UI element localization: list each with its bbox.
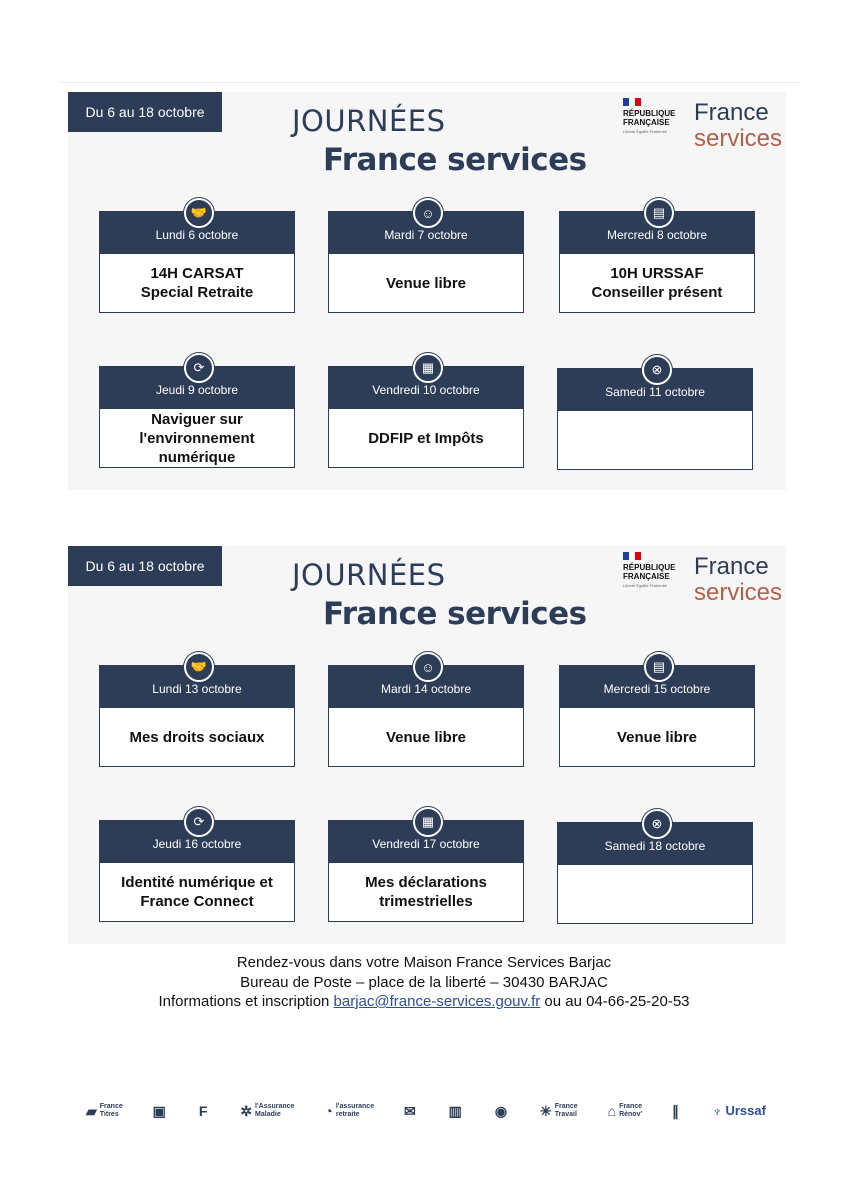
day-card	[328, 814, 524, 922]
footer-info-suffix: ou au 04-66-25-20-53	[540, 993, 690, 1010]
partner-text: Urssaf	[725, 1103, 766, 1118]
partner-mark-icon: ◔	[324, 1103, 333, 1119]
day-card	[559, 659, 755, 767]
republique-motto: Liberté Égalité Fraternité	[623, 129, 667, 134]
compass-icon: ⊗	[642, 355, 672, 385]
day-label: Mardi 7 octobre	[329, 212, 523, 254]
france-services-logo-line-1: France	[694, 99, 769, 126]
day-activity	[560, 708, 754, 766]
partner-mark-icon: ✲	[240, 1103, 253, 1119]
date-range-badge: Du 6 au 18 octobre	[68, 92, 222, 132]
partner-mark-icon: ✉	[404, 1103, 416, 1119]
title-france-services: France services	[323, 596, 587, 632]
top-rule	[60, 82, 800, 83]
day-label: Mercredi 8 octobre	[560, 212, 754, 254]
day-activity-text: Naviguer sur l'environnement numérique	[139, 410, 255, 466]
french-flag-icon	[623, 552, 641, 560]
day-activity-text: Venue libre	[385, 274, 467, 292]
day-activity-text: Identité numérique et France Connect	[121, 874, 273, 910]
republique-line-2: FRANÇAISE	[623, 118, 670, 127]
title-france-services: France services	[323, 142, 587, 178]
day-activity	[558, 411, 752, 469]
day-label: Lundi 6 octobre	[100, 212, 294, 254]
france-titres-logo	[86, 1103, 123, 1119]
day-card	[99, 360, 295, 468]
day-activity	[100, 708, 294, 766]
france-services-logo	[694, 554, 782, 606]
day-card	[557, 816, 753, 924]
footer-line-3	[0, 993, 848, 1010]
title-journees: JOURNÉES	[292, 558, 446, 592]
document-icon: ▤	[644, 198, 674, 228]
handshake-icon: 🤝	[184, 198, 214, 228]
day-activity-text: Mes déclarations trimestrielles	[365, 874, 487, 910]
partner-text: France Titres	[99, 1103, 123, 1118]
france-services-logo-line-2: services	[694, 125, 783, 152]
partner-text: France Travail	[554, 1103, 578, 1118]
document-icon: ▤	[644, 652, 674, 682]
day-label: Samedi 11 octobre	[558, 369, 752, 411]
partner-mark-icon: ✳	[539, 1103, 552, 1119]
partner-mark-icon: ◉	[494, 1103, 508, 1119]
france-travail-logo	[540, 1103, 578, 1119]
refresh-icon: ⟳	[184, 807, 214, 837]
partner-mark-icon: ▰	[86, 1103, 97, 1119]
footer-info-prefix: Informations et inscription	[158, 993, 334, 1010]
day-activity-text: DDFIP et Impôts	[368, 429, 484, 447]
day-activity-text: Venue libre	[616, 728, 698, 746]
day-activity-text: 14H CARSAT Special Retraite	[140, 265, 254, 301]
day-label: Jeudi 9 octobre	[100, 367, 294, 409]
partner-mark-icon: ♆	[711, 1103, 723, 1119]
day-activity-text: 10H URSSAF Conseiller présent	[591, 265, 723, 301]
partner-mark-icon: ▥	[448, 1103, 462, 1119]
day-label: Mercredi 15 octobre	[560, 666, 754, 708]
day-activity-text: Venue libre	[385, 728, 467, 746]
day-activity	[329, 708, 523, 766]
day-activity	[100, 863, 294, 921]
email-link[interactable]: barjac@france-services.gouv.fr	[333, 993, 541, 1010]
day-activity-text: Mes droits sociaux	[129, 728, 265, 746]
partner-mark-icon: ∥	[672, 1103, 680, 1119]
france-services-logo	[694, 100, 782, 152]
partner-mark-icon: F	[198, 1103, 208, 1119]
assurance-maladie-logo	[240, 1103, 294, 1119]
footer-line-2: Bureau de Poste – place de la liberté – 30430 BARJAC	[240, 974, 608, 991]
day-activity	[100, 409, 294, 467]
assurance-retraite-logo	[324, 1103, 374, 1119]
newspaper-icon: ▦	[413, 807, 443, 837]
la-poste-logo	[404, 1103, 419, 1119]
day-card	[559, 205, 755, 313]
republique-line-2: FRANÇAISE	[623, 572, 670, 581]
republique-motto: Liberté Égalité Fraternité	[623, 583, 667, 588]
finances-publiques-logo	[198, 1103, 211, 1119]
day-card	[328, 659, 524, 767]
title-journees: JOURNÉES	[292, 104, 446, 138]
newspaper-icon: ▦	[413, 353, 443, 383]
day-card	[557, 362, 753, 470]
day-card	[99, 205, 295, 313]
week-panel-1	[68, 92, 786, 490]
republique-francaise-logo	[623, 552, 683, 606]
day-card	[328, 205, 524, 313]
day-activity	[329, 409, 523, 467]
compass-icon: ⊗	[642, 809, 672, 839]
day-card	[328, 360, 524, 468]
handshake-icon: 🤝	[184, 652, 214, 682]
partner-mark-icon: ⌂	[607, 1103, 617, 1119]
day-activity	[560, 254, 754, 312]
day-label: Mardi 14 octobre	[329, 666, 523, 708]
day-label: Vendredi 10 octobre	[329, 367, 523, 409]
france-services-logo-line-1: France	[694, 553, 769, 580]
caf-logo	[494, 1103, 510, 1119]
france-services-logo-line-2: services	[694, 579, 783, 606]
day-activity	[329, 254, 523, 312]
day-activity	[558, 865, 752, 923]
france-renov-logo	[608, 1103, 643, 1119]
day-activity	[100, 254, 294, 312]
republique-line-1: RÉPUBLIQUE	[623, 109, 676, 118]
partner-text: France Rénov'	[619, 1103, 643, 1118]
urssaf-logo	[711, 1103, 766, 1119]
msa-logo	[448, 1103, 465, 1119]
day-label: Jeudi 16 octobre	[100, 821, 294, 863]
people-icon: ☺	[413, 198, 443, 228]
day-label: Lundi 13 octobre	[100, 666, 294, 708]
partner-mark-icon: ▣	[152, 1103, 166, 1119]
footer-line-1: Rendez-vous dans votre Maison France Services Barjac	[236, 954, 612, 971]
partner-logos	[86, 1094, 766, 1128]
partner-text: l'Assurance Maladie	[255, 1103, 295, 1118]
date-range-badge: Du 6 au 18 octobre	[68, 546, 222, 586]
republique-line-1: RÉPUBLIQUE	[623, 563, 676, 572]
justice-logo	[152, 1103, 169, 1119]
day-card	[99, 659, 295, 767]
people-icon: ☺	[413, 652, 443, 682]
day-label: Vendredi 17 octobre	[329, 821, 523, 863]
partner-text: l'assurance retraite	[335, 1103, 375, 1118]
cheque-energie-logo	[672, 1103, 682, 1119]
french-flag-icon	[623, 98, 641, 106]
refresh-icon: ⟳	[184, 353, 214, 383]
week-panel-2	[68, 546, 786, 944]
republique-francaise-logo	[623, 98, 683, 152]
day-activity	[329, 863, 523, 921]
day-label: Samedi 18 octobre	[558, 823, 752, 865]
day-card	[99, 814, 295, 922]
